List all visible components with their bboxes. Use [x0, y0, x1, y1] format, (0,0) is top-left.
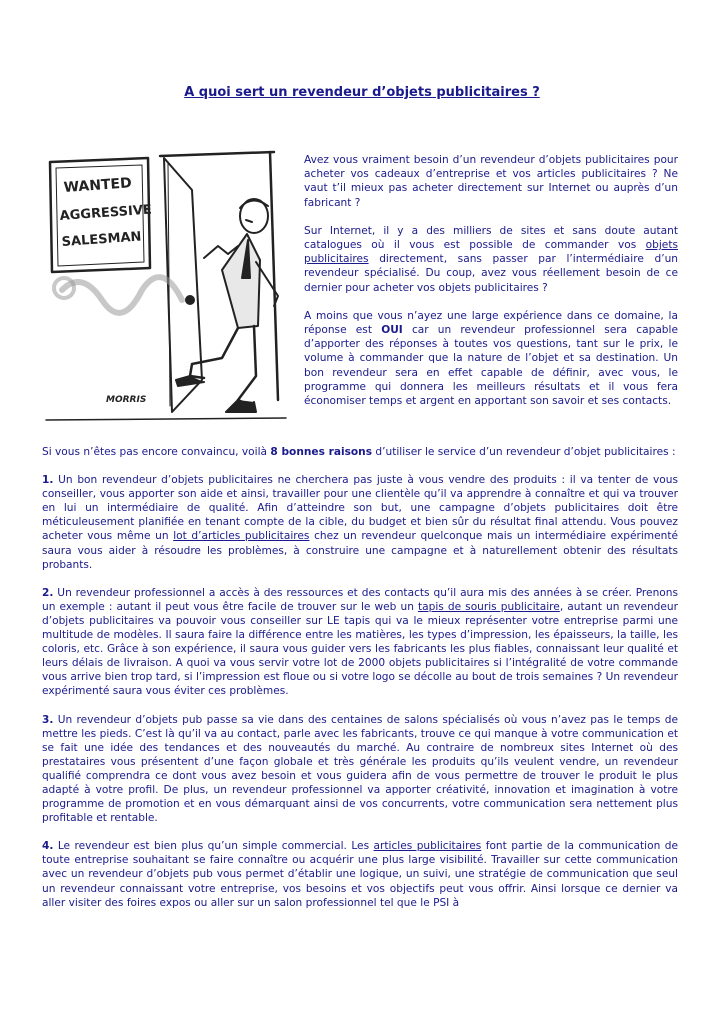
intro-text-column — [304, 153, 678, 422]
main-text-body — [42, 445, 678, 924]
intro-paragraph-1: Avez vous vraiment besoin d’un revendeur d’objets publicitaires pour acheter vos cadeaux d’entreprise et vos articles publicitaires ? Ne vaut t’il mieux pas acheter directement sur Internet ou auprès d’un fabricant ? — [304, 154, 678, 209]
objets-publicitaires-link[interactable]: objets publicitaires — [304, 239, 678, 266]
reasons-lead-paragraph: Si vous n’êtes pas encore convaincu, voilà 8 bonnes raisons d’utiliser le service d’un revendeur d’objet publicitaires : — [42, 446, 676, 458]
reason-number: 2. — [42, 586, 54, 599]
cartoon-signature: MORRIS — [106, 395, 147, 405]
reason-paragraph-3: 3. Un revendeur d’objets pub passe sa vie dans des centaines de salons spécialisés où vous n’avez pas le temps de mettre les pieds. C’est là qu’il va au contact, parle avec les fabricants, trouve ce qui manque à votre communication et se fait une idée des tendances et des nouveautés du marché. Au contraire de nombreux sites Internet où des prestataires vous présentent d’une façon globale et très générale les produits qu’ils veulent vendre, un revendeur qualifié comprendra ce dont vous avez besoin et vous guidera afin de vous permettre de trouver le produit le plus adapté à votre profil. De plus, un revendeur professionnel va apporter créativité, innovation et imagination à votre programme de promotion et en vous démarquant ainsi de vos concurrents, votre communication sera nettement plus profitable et rentable. — [42, 713, 678, 825]
tapis-de-souris-publicitaire-link[interactable]: tapis de souris publicitaire — [417, 600, 560, 613]
intro-paragraph-2: Sur Internet, il y a des milliers de sites et sans doute autant catalogues où il vous est possible de commander vos objets publicitaires directement, sans passer par l’intermédiaire d’un revendeur spécialisé. Du coup, avez vous réellement besoin de ce dernier pour acheter vos objets publicitaires ? — [304, 224, 678, 294]
reason-number: 1. — [42, 474, 54, 487]
reason-number: 4. — [42, 840, 54, 853]
articles-publicitaires-link[interactable]: articles publicitaires — [373, 840, 482, 853]
sign-text-line3: SALESMAN — [61, 229, 142, 250]
page-title: A quoi sert un revendeur d’objets publicitaires ? — [184, 85, 540, 100]
lot-articles-publicitaires-link[interactable]: lot d’articles publicitaires — [173, 530, 310, 543]
oui-emphasis: OUI — [381, 324, 403, 337]
reason-number: 3. — [42, 713, 54, 726]
sign-text-line1: WANTED — [63, 175, 133, 196]
reasons-count: 8 bonnes raisons — [270, 446, 373, 458]
reason-paragraph-2: 2. Un revendeur professionnel a accès à des ressources et des contacts qu’il aura mis des années à se créer. Prenons un exemple : autant il peut vous être facile de trouver sur le web un tapis de souris publicitaire, autant un revendeur d’objets publicitaires va pouvoir vous conseiller sur LE tapis qui va le mieux représenter votre entreprise parmi une multitude de modèles. Il saura faire la différence entre les matières, les types d’impression, les épaisseurs, la taille, les coloris, etc. Grâce à son expérience, il saura vous guider vers les fabricants les plus fiables, connaissant leur qualité et leurs délais de livraison. A quoi va vous servir votre lot de 2000 objets publicitaires si l’intégralité de votre commande vous arrive bien trop tard, si l’impression est floue ou si votre logo se décolle au bout de trois semaines ? Un revendeur expérimenté saura vous éviter ces problèmes. — [42, 586, 678, 698]
salesman-cartoon-illustration — [42, 150, 290, 432]
sign-text-line2: AGGRESSIVE — [59, 202, 153, 224]
reason-paragraph-1: 1. Un bon revendeur d’objets publicitaires ne cherchera pas juste à vous vendre des produits : il va tenter de vous conseiller, vous apporter son aide et ainsi, travailler pour une clientèle qu’il va apprendre à connaître et qui va trouver en lui un intermédiaire de qualité. Afin d’atteindre son but, une campagne d’objets publicitaires doit être méticuleusement planifiée en tenant compte de la cible, du budget et bien sûr du résultat final attendu. Vous pouvez acheter vous même un lot d’articles publicitaires chez un revendeur quelconque mais un intermédiaire expérimenté saura vous aider à résoudre les problèmes, à construire une campagne et à naturellement obtenir des résultats probants. — [42, 474, 678, 571]
intro-paragraph-3: A moins que vous n’ayez une large expérience dans ce domaine, la réponse est OUI car un revendeur professionnel sera capable d’apporter des réponses à toutes vos questions, tant sur le prix, le volume à commander que la nature de l’objet et sa destination. Un bon revendeur sera en effet capable de définir, avec vous, le programme qui donnera les meilleurs résultats et il vous fera économiser temps et argent en apportant son savoir et ses contacts. — [304, 309, 678, 408]
reason-paragraph-4: 4. Le revendeur est bien plus qu’un simple commercial. Les articles publicitaires font partie de la communication de toute entreprise souhaitant se faire connaître ou acquérir une plus large visibilité. Travailler sur cette communication avec un revendeur d’objets pub vous permet d’établir une logique, un suivi, une stratégie de communication que seul un revendeur connaissant votre entreprise, vos besoins et vos objectifs peut vous offrir. Ainsi lorsque ce dernier va aller visiter des foires expos ou aller sur un salon professionnel tel que le PSI à — [42, 840, 678, 909]
